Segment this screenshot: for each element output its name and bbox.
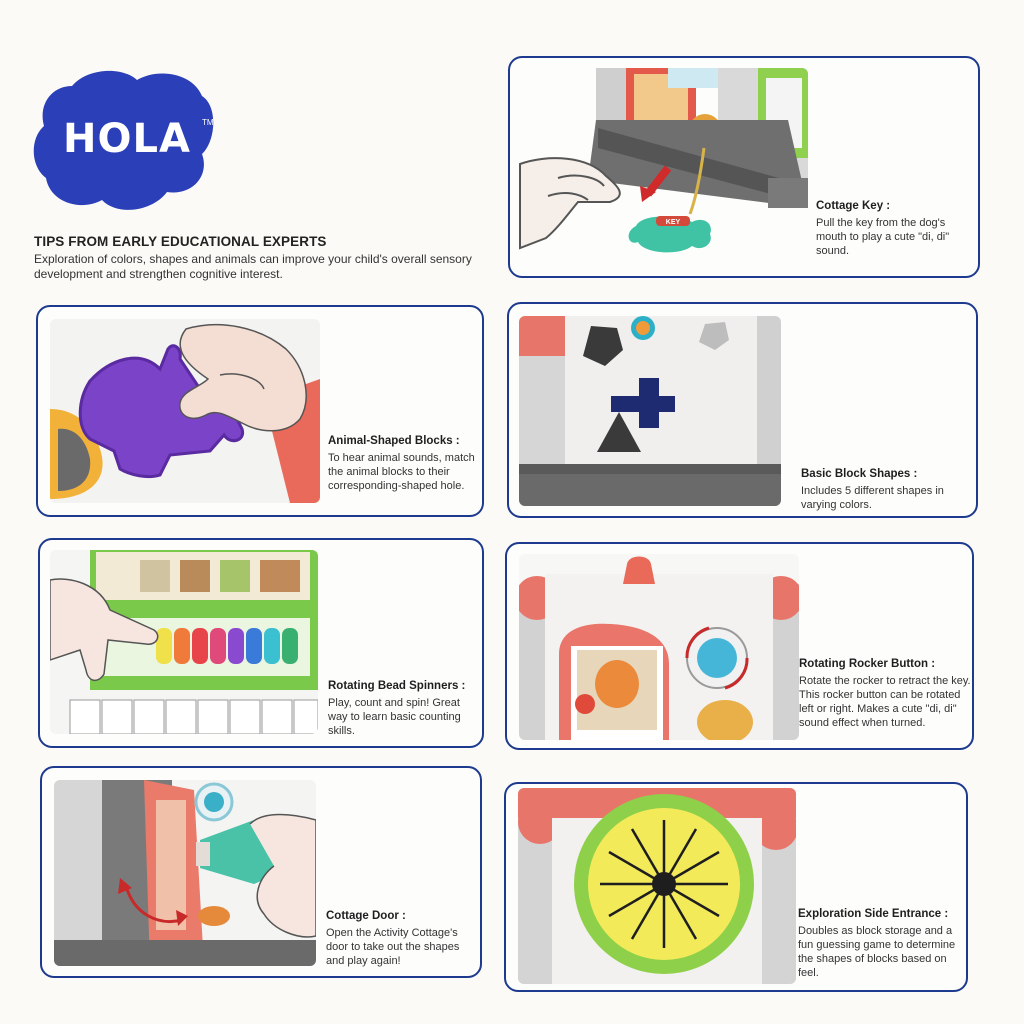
basic-shapes-title: Basic Block Shapes :: [801, 468, 918, 480]
rocker-button-title: Rotating Rocker Button :: [799, 658, 936, 670]
feature-card-side-entrance: [504, 782, 968, 992]
rocker-button-photo: [519, 554, 799, 740]
feature-card-bead-spinners: [38, 538, 484, 748]
trademark-mark: TM: [202, 118, 214, 127]
logo-wordmark: HOLA: [63, 116, 191, 162]
animal-blocks-body: To hear animal sounds, match the animal blocks to their corresponding-shaped hole.: [328, 452, 475, 492]
side-entrance-title: Exploration Side Entrance :: [798, 908, 949, 920]
intro-body: Exploration of colors, shapes and animals can improve your child's overall sensory development and strengthen cognitive interest.: [34, 252, 472, 281]
side-entrance-body: Doubles as block storage and a fun guessing game to determine the shapes of blocks based on feel.: [798, 925, 956, 979]
intro-section: [34, 234, 484, 282]
feature-card-cottage-door: [40, 766, 482, 978]
cottage-door-body: Open the Activity Cottage's door to take out the shapes and play again!: [326, 927, 460, 967]
bead-spinners-caption: [328, 680, 478, 738]
bead-spinners-body: Play, count and spin! Great way to learn basic counting skills.: [328, 697, 461, 737]
animal-blocks-title: Animal-Shaped Blocks :: [328, 435, 460, 447]
basic-shapes-caption: [801, 468, 973, 512]
rocker-button-caption: [799, 658, 971, 730]
key-tag-label: KEY: [665, 219, 681, 226]
feature-card-rocker-button: [505, 542, 974, 750]
cottage-key-caption: [816, 200, 974, 258]
basic-shapes-photo: [519, 316, 781, 506]
intro-heading: TIPS FROM EARLY EDUCATIONAL EXPERTS: [34, 234, 327, 249]
bead-spinners-title: Rotating Bead Spinners :: [328, 680, 466, 692]
cottage-key-photo: [518, 68, 808, 264]
cottage-door-title: Cottage Door :: [326, 910, 406, 922]
side-entrance-photo: [518, 788, 796, 984]
feature-card-animal-blocks: [36, 305, 484, 517]
animal-blocks-caption: [328, 435, 478, 493]
cottage-door-caption: [326, 910, 478, 968]
side-entrance-caption: [798, 908, 962, 980]
rocker-button-body: Rotate the rocker to retract the key. This rocker button can be rotated left or right. Makes a cute "di, di" sound effect when turned.: [799, 675, 971, 729]
feature-card-cottage-key: [508, 56, 980, 278]
cottage-key-body: Pull the key from the dog's mouth to play a cute "di, di" sound.: [816, 217, 950, 257]
basic-shapes-body: Includes 5 different shapes in varying colors.: [801, 485, 944, 511]
feature-card-basic-shapes: [507, 302, 978, 518]
bead-spinners-photo: [50, 550, 318, 734]
piano-keys: [70, 700, 318, 734]
animal-blocks-photo: [50, 319, 320, 503]
cottage-door-photo: [54, 780, 316, 966]
hola-logo: [32, 66, 214, 216]
cottage-key-title: Cottage Key :: [816, 200, 891, 212]
